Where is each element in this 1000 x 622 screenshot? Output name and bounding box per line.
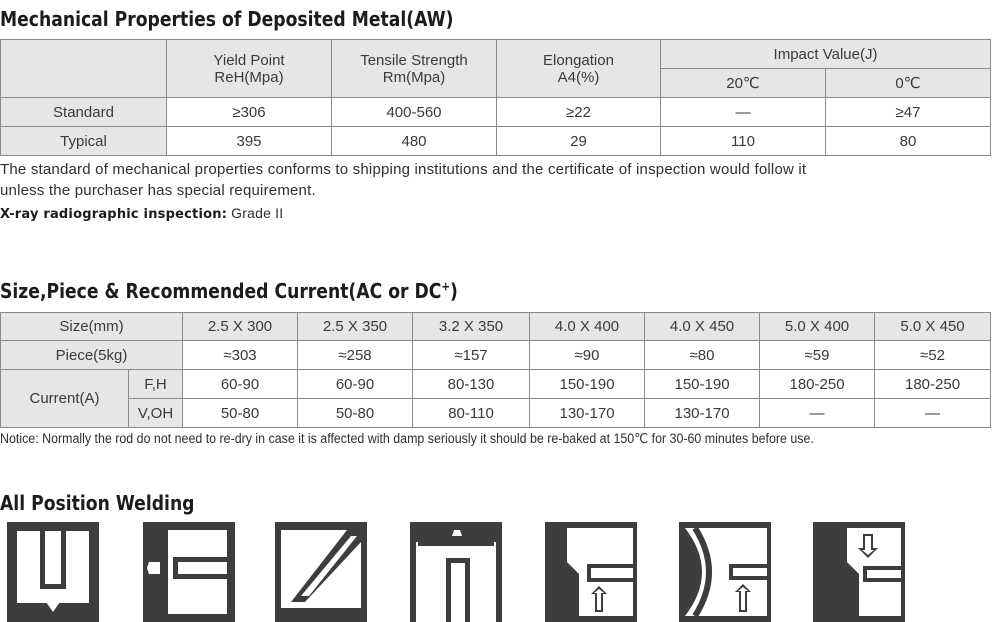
size-current-title: Size,Piece & Recommended Current(AC or DC+) <box>0 279 458 303</box>
mechanical-properties-table <box>0 39 991 156</box>
current-value: 180-250 <box>760 370 875 399</box>
current-value: 60-90 <box>183 370 298 399</box>
cell-value: 29 <box>497 127 661 156</box>
piece-value: ≈52 <box>875 341 991 370</box>
standard-note-line2: unless the purchaser has special requirement. <box>0 182 316 199</box>
vertical-down-position-icon <box>813 522 905 622</box>
piece-value: ≈258 <box>298 341 413 370</box>
piece-label: Piece(5kg) <box>1 341 183 370</box>
row-label: Standard <box>1 98 167 127</box>
piece-value: ≈303 <box>183 341 298 370</box>
size-value: 4.0 X 400 <box>530 313 645 341</box>
table-row <box>1 127 991 156</box>
current-value: 50-80 <box>298 399 413 428</box>
table-row <box>1 313 991 341</box>
piece-value: ≈80 <box>645 341 760 370</box>
header-tensile-strength: Tensile Strength Rm(Mpa) <box>332 40 497 98</box>
mechanical-properties-title: Mechanical Properties of Deposited Metal(AW) <box>0 7 454 31</box>
size-value: 5.0 X 400 <box>760 313 875 341</box>
xray-inspection-line <box>0 205 283 222</box>
current-value: 180-250 <box>875 370 991 399</box>
pipe-vertical-up-position-icon <box>679 522 771 622</box>
header-impact-0c: 0℃ <box>826 69 991 98</box>
xray-label: X-ray radiographic inspection: <box>0 207 228 222</box>
cell-value: 80 <box>826 127 991 156</box>
header-blank-cell <box>1 40 167 98</box>
piece-value: ≈59 <box>760 341 875 370</box>
fh-label: F,H <box>129 370 183 399</box>
header-elongation: Elongation A4(%) <box>497 40 661 98</box>
current-value: 150-190 <box>530 370 645 399</box>
header-yield-point: Yield Point ReH(Mpa) <box>167 40 332 98</box>
current-value: — <box>760 399 875 428</box>
table-row <box>1 399 991 428</box>
size-label: Size(mm) <box>1 313 183 341</box>
current-value: 80-130 <box>413 370 530 399</box>
flat-position-icon <box>7 522 99 622</box>
header-impact-20c: 20℃ <box>661 69 826 98</box>
horizontal-position-icon <box>143 522 235 622</box>
table-row <box>1 341 991 370</box>
cell-value: ≥22 <box>497 98 661 127</box>
header-impact-value: Impact Value(J) <box>661 40 991 69</box>
size-value: 2.5 X 350 <box>298 313 413 341</box>
inclined-position-icon <box>275 522 367 622</box>
size-current-table <box>0 312 991 428</box>
current-value: 80-110 <box>413 399 530 428</box>
cell-value: 110 <box>661 127 826 156</box>
current-value: 130-170 <box>645 399 760 428</box>
current-label: Current(A) <box>1 370 129 428</box>
size-value: 3.2 X 350 <box>413 313 530 341</box>
cell-value: 395 <box>167 127 332 156</box>
current-value: 130-170 <box>530 399 645 428</box>
table-row <box>1 370 991 399</box>
size-value: 4.0 X 450 <box>645 313 760 341</box>
standard-note-line1: The standard of mechanical properties conforms to shipping institutions and the certificate of inspection would follow it <box>0 161 807 178</box>
all-position-welding-title: All Position Welding <box>0 491 195 515</box>
current-value: — <box>875 399 991 428</box>
row-label: Typical <box>1 127 167 156</box>
cell-value: ≥306 <box>167 98 332 127</box>
notice-text: Notice: Normally the rod do not need to re-dry in case it is affected with damp seriously it should be re-baked at 150℃ for 30-60 minutes before use. <box>0 431 814 446</box>
piece-value: ≈157 <box>413 341 530 370</box>
cell-value: — <box>661 98 826 127</box>
size-value: 5.0 X 450 <box>875 313 991 341</box>
xray-value: Grade II <box>227 205 284 221</box>
overhead-position-icon <box>410 522 502 622</box>
piece-value: ≈90 <box>530 341 645 370</box>
cell-value: ≥47 <box>826 98 991 127</box>
vertical-up-position-icon <box>545 522 637 622</box>
current-value: 50-80 <box>183 399 298 428</box>
current-value: 150-190 <box>645 370 760 399</box>
cell-value: 400-560 <box>332 98 497 127</box>
size-value: 2.5 X 300 <box>183 313 298 341</box>
table-row <box>1 98 991 127</box>
voh-label: V,OH <box>129 399 183 428</box>
current-value: 60-90 <box>298 370 413 399</box>
cell-value: 480 <box>332 127 497 156</box>
